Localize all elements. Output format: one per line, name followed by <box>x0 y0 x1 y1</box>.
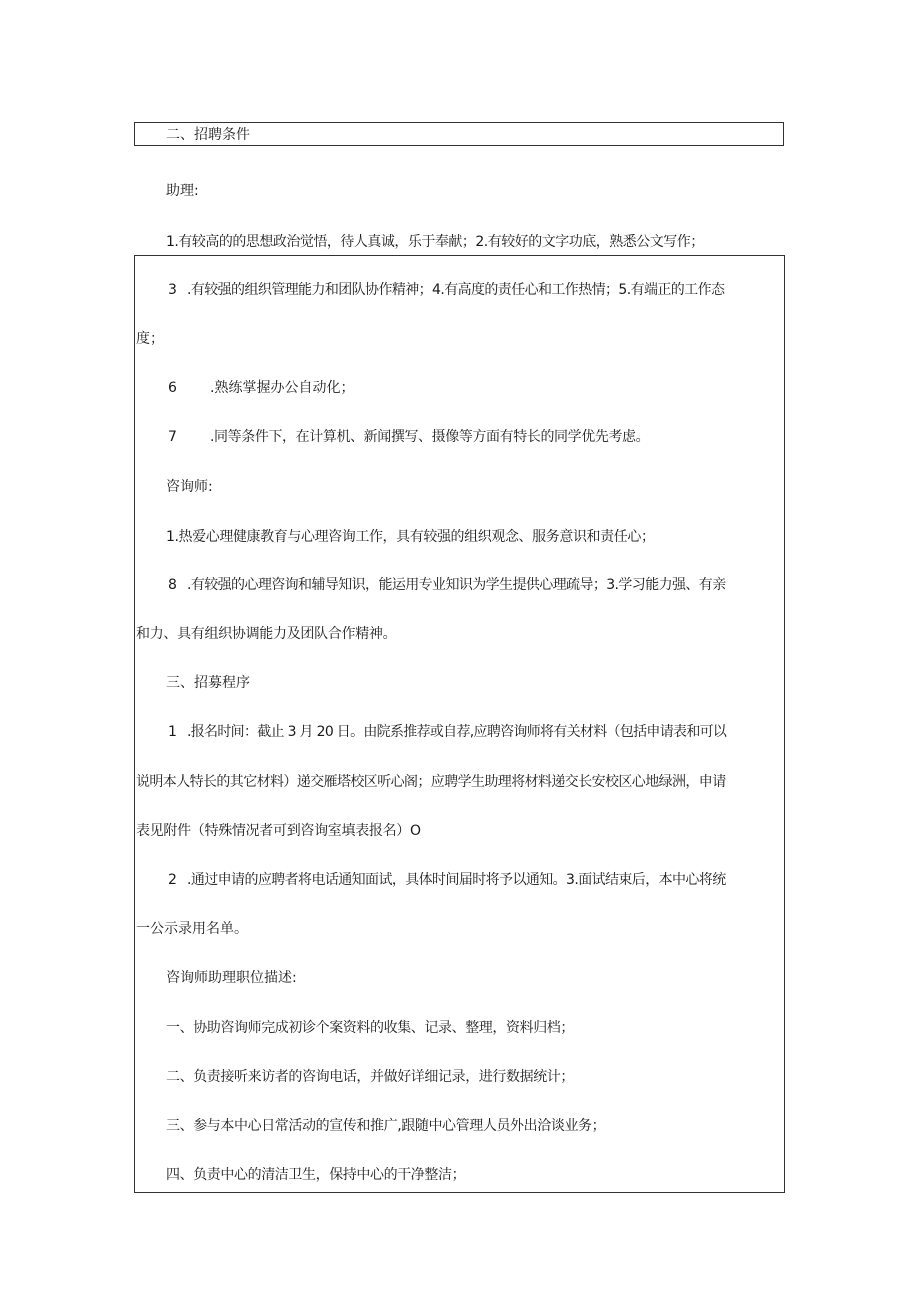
step1-number: 1 <box>168 724 177 740</box>
duties-heading: 咨询师助理职位描述: <box>166 970 297 986</box>
req-7-number: 7 <box>168 429 177 445</box>
duty-item-1: 一、协助咨询师完成初诊个案资料的收集、记录、整理，资料归档； <box>166 1020 574 1036</box>
req-3-text: .有较强的组织管理能力和团队协作精神；4.有高度的责任心和工作热情；5.有端正的工作态 <box>187 282 725 298</box>
assistant-req-1-2: 1.有较高的的思想政治觉悟，待人真诚，乐于奉献；2.有较好的文字功底，熟悉公文写作； <box>166 234 704 250</box>
counselor-req-8-continuation: 和力、具有组织协调能力及团队合作精神。 <box>136 626 397 642</box>
counselor-label: 咨询师: <box>166 479 213 495</box>
counselor-req-8-text: .有较强的心理咨询和辅导知识，能运用专业知识为学生提供心理疏导；3.学习能力强、有亲 <box>187 577 726 593</box>
section2-heading: 二、招聘条件 <box>166 127 250 143</box>
assistant-label: 助理: <box>166 183 199 199</box>
counselor-req-8-number: 8 <box>168 577 177 593</box>
req-7-text: .同等条件下，在计算机、新闻撰写、摄像等方面有特长的同学优先考虑。 <box>210 429 650 445</box>
req-6-text: .熟练掌握办公自动化； <box>210 380 355 396</box>
step2-text: .通过申请的应聘者将电话通知面试，具体时间届时将予以通知。3.面试结束后，本中心将统 <box>187 872 726 888</box>
step2-continuation: 一公示录用名单。 <box>136 921 248 937</box>
section3-heading: 三、招募程序 <box>166 675 250 691</box>
req-3-continuation: 度； <box>136 331 164 347</box>
req-3-number: 3 <box>168 282 177 298</box>
duty-item-4: 四、负责中心的清洁卫生，保持中心的干净整洁； <box>166 1167 466 1183</box>
step2-number: 2 <box>168 872 177 888</box>
frame-bottom-border <box>134 1192 785 1193</box>
duty-item-3: 三、参与本中心日常活动的宣传和推广,跟随中心管理人员外出洽谈业务； <box>166 1118 606 1134</box>
step1-continuation-2: 表见附件（特殊情况者可到咨询室填表报名）O <box>136 823 421 839</box>
step1-text: .报名时间：截止 3 月 20 日。由院系推荐或自荐,应聘咨询师将有关材料（包括申请表和可以 <box>187 724 727 740</box>
req-6-number: 6 <box>168 380 177 396</box>
duty-item-2: 二、负责接听来访者的咨询电话，并做好详细记录，进行数据统计； <box>166 1069 574 1085</box>
step1-continuation-1: 说明本人特长的其它材料）递交雁塔校区听心阁；应聘学生助理将材料递交长安校区心地绿洲，申请 <box>136 774 726 790</box>
counselor-req-1: 1.热爱心理健康教育与心理咨询工作，具有较强的组织观念、服务意识和责任心； <box>166 529 655 545</box>
